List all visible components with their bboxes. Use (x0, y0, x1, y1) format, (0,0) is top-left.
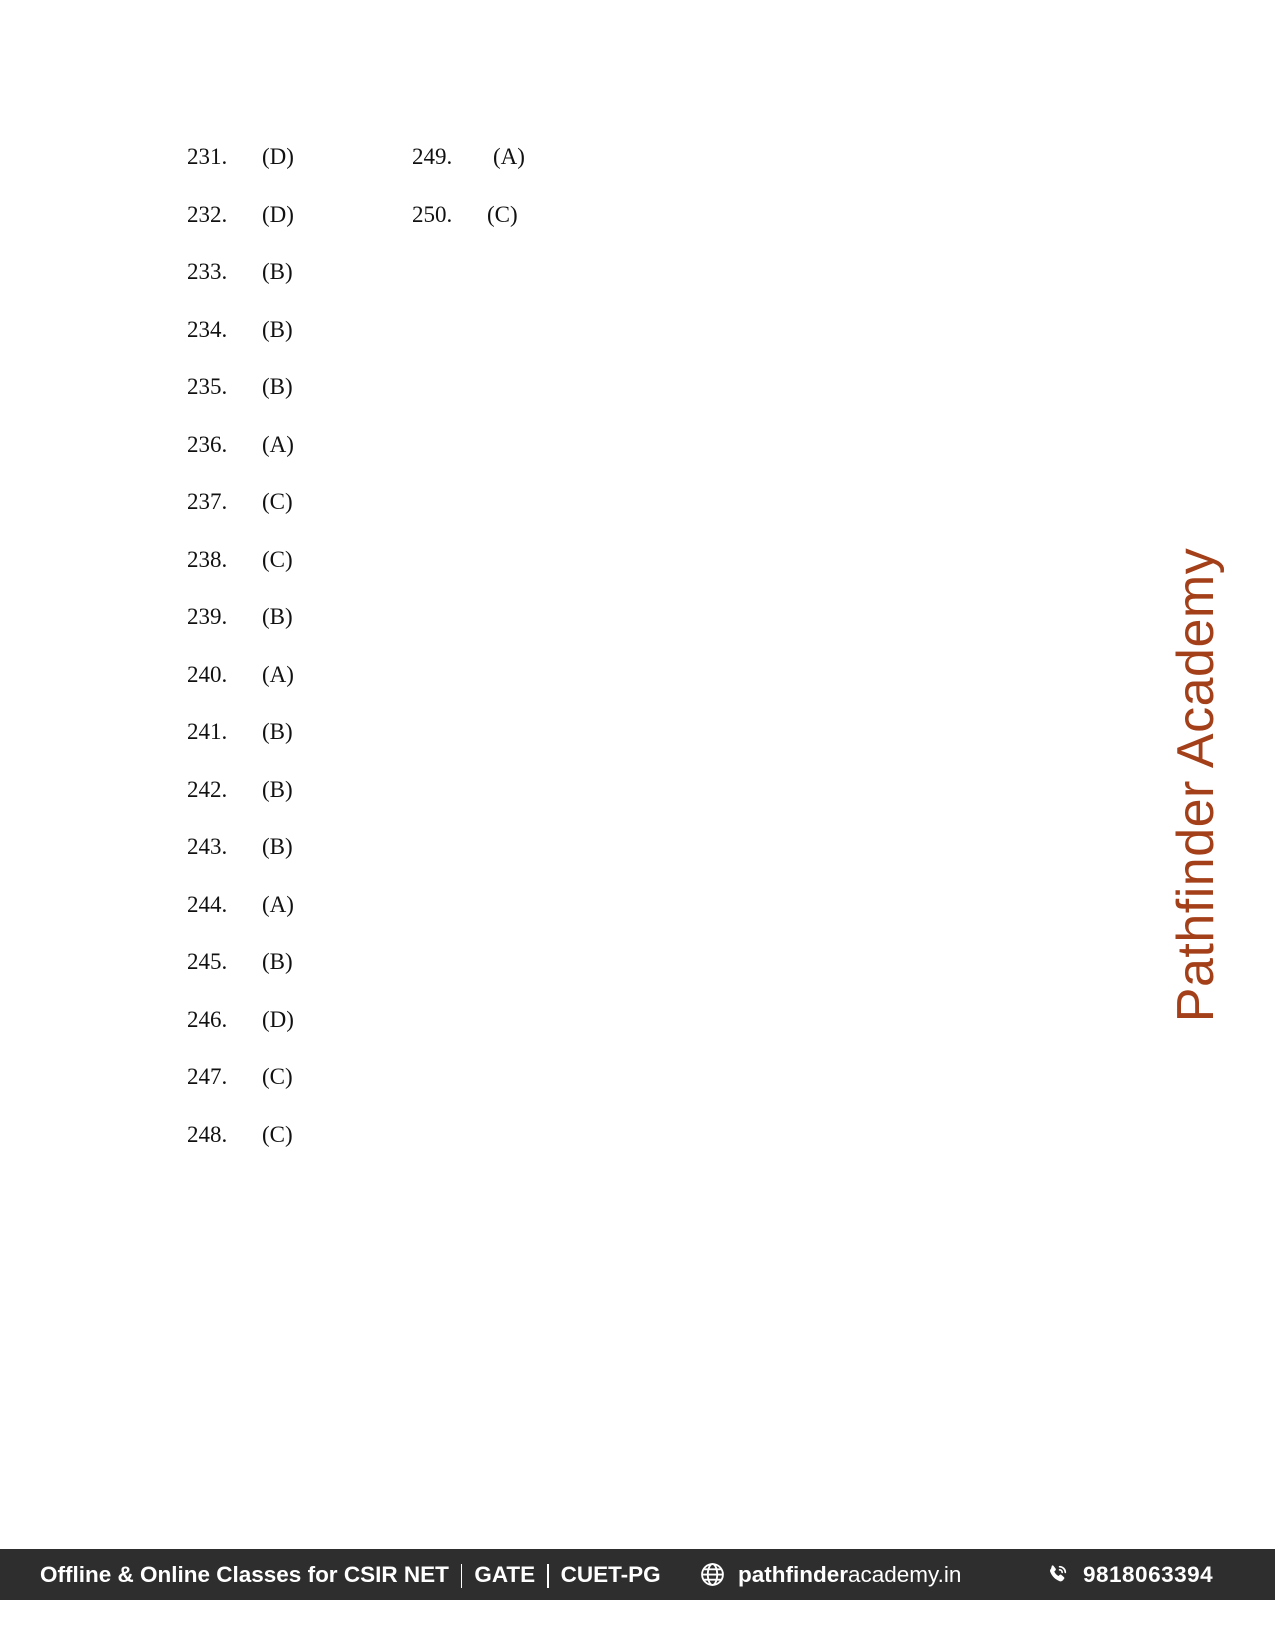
answer-option: (D) (262, 201, 294, 227)
footer-gate: GATE (474, 1562, 536, 1587)
answer-option: (C) (262, 489, 293, 514)
watermark-text: Pathfinder Academy (1167, 547, 1225, 1023)
question-number: 246. (187, 1006, 228, 1032)
answer-option: (D) (262, 144, 294, 169)
answer-row (187, 600, 294, 658)
answer-row (187, 773, 294, 831)
answer-row (187, 658, 294, 716)
answers-column-1 (187, 140, 294, 1175)
answer-row (187, 543, 294, 601)
answer-option: (B) (262, 949, 293, 974)
answer-row (187, 313, 294, 371)
question-number: 242. (187, 776, 228, 802)
answer-row (412, 198, 525, 256)
footer-cuet: CUET-PG (560, 1562, 661, 1587)
answer-option: (A) (262, 431, 294, 457)
answer-option: (D) (262, 1006, 294, 1032)
question-number: 231. (187, 144, 228, 169)
answer-row (187, 888, 294, 946)
answer-option: (A) (493, 144, 525, 169)
question-number: 240. (187, 661, 228, 687)
answer-row (187, 428, 294, 486)
answers-column-2 (412, 140, 525, 255)
footer-divider (461, 1564, 463, 1588)
question-number: 244. (187, 891, 228, 917)
footer-divider (547, 1564, 549, 1588)
answer-row (187, 1060, 294, 1118)
answer-option: (B) (262, 776, 293, 802)
answer-row (187, 1003, 294, 1061)
footer-website[interactable] (738, 1549, 961, 1600)
globe-icon (700, 1562, 725, 1587)
answer-option: (B) (262, 719, 293, 744)
footer-phone[interactable]: 9818063394 (1083, 1562, 1214, 1587)
question-number: 235. (187, 374, 228, 399)
footer-banner (0, 1549, 1275, 1600)
question-number: 236. (187, 431, 228, 457)
question-number: 247. (187, 1064, 228, 1089)
answer-option: (B) (262, 316, 293, 342)
answer-row (187, 715, 294, 773)
answer-option: (A) (262, 891, 294, 917)
footer-classes-text: Offline & Online Classes for CSIR NET (40, 1562, 449, 1587)
question-number: 248. (187, 1121, 228, 1147)
answer-row (187, 255, 294, 313)
question-number: 249. (412, 144, 453, 169)
answer-row (187, 140, 294, 198)
question-number: 245. (187, 949, 228, 974)
answer-row (187, 370, 294, 428)
answer-row (187, 830, 294, 888)
answer-row (412, 140, 525, 198)
phone-icon (1045, 1562, 1070, 1587)
answer-option: (C) (262, 1121, 293, 1147)
answer-row (187, 1118, 294, 1176)
question-number: 243. (187, 834, 228, 859)
answer-option: (B) (262, 604, 293, 629)
answer-option: (C) (487, 201, 518, 227)
answer-option: (C) (262, 1064, 293, 1089)
footer-site-light: academy.in (848, 1562, 962, 1587)
question-number: 241. (187, 719, 228, 744)
question-number: 234. (187, 316, 228, 342)
answer-row (187, 198, 294, 256)
answer-option: (C) (262, 546, 293, 572)
answer-row (187, 485, 294, 543)
answer-option: (B) (262, 259, 293, 284)
answer-option: (B) (262, 834, 293, 859)
answer-option: (B) (262, 374, 293, 399)
question-number: 233. (187, 259, 228, 284)
question-number: 237. (187, 489, 228, 514)
answer-row (187, 945, 294, 1003)
question-number: 250. (412, 201, 453, 227)
question-number: 232. (187, 201, 228, 227)
answer-option: (A) (262, 661, 294, 687)
footer-classes (40, 1549, 661, 1600)
footer-site-bold: pathfinder (738, 1562, 848, 1587)
question-number: 238. (187, 546, 228, 572)
question-number: 239. (187, 604, 228, 629)
